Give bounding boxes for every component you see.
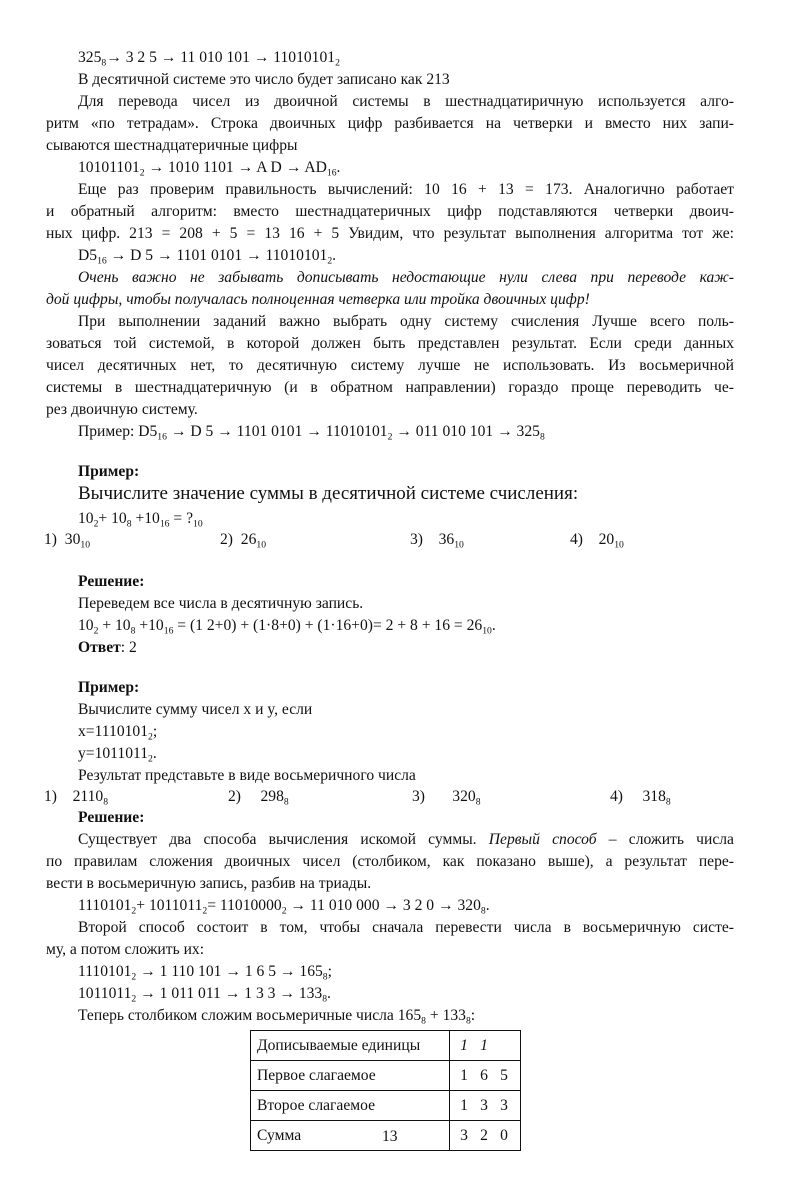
row-digits: 1 3 3 [450,1091,521,1121]
text-line: Второй способ состоит в том, чтобы сначала перевести числа в восьмеричную систе- [78,919,734,936]
text-line: $D5_{16} \to D$ 5 → 1101 $0101 \to 11010101_2$. [78,247,337,267]
text-line: сываются шестнадцатеричные цифры [46,137,298,154]
answer-option: 2) $26_{10}$ [220,531,267,551]
task-text: Вычислите сумму чисел x и y, если [78,701,313,718]
solution-heading: Решение: [78,573,145,590]
note-line: Очень важно не забывать дописывать недостающие нули слева при переводе каж- [78,269,734,286]
row-digits: 3 2 0 [450,1121,521,1151]
text-line: $y=1011011_2$. [78,745,157,765]
text-line: Результат представьте в виде восьмеричного числа [78,767,416,784]
row-digits: 1 6 5 [450,1061,521,1091]
solution-heading: Решение: [78,809,145,826]
text-line: ритм «по тетрадам». Строка двоичных цифр разбивается на четверки и вместо них запи- [46,115,734,132]
text-line: чисел десятичных нет, то десятичную систему лучше не использовать. Из восьмеричной [46,357,734,374]
row-label: Первое слагаемое [251,1061,450,1091]
answer-option: 4) $20_{10}$ [570,531,624,551]
answer-line: Ответ: 2 [78,639,137,656]
text-line: $1110101_2+ 1011011_2= 11010000_2 \to 11$ 010 000 → 3 2 $0 \to 320_8$. [78,897,490,917]
answer-option: 2) $298_8$ [228,788,289,808]
text-line: системы в шестнадцатеричную (и в обратном направлении) гораздо проще переводить че- [46,379,734,396]
answer-option: 4) $318_8$ [610,788,671,808]
table-row [251,1031,521,1061]
text-line: В десятичной системе это число будет записано как 213 [78,71,450,88]
text-line: Существует два способа вычисления искомой суммы. Первый способ – сложить числа [78,831,734,848]
expression: $10_2+ 10_8 +10_{16}$ = $?_{10}$ [78,510,203,530]
text-line: Теперь столбиком сложим восьмеричные числа $165_8 + 133_8$: [78,1007,476,1027]
text-line: по правилам сложения двоичных чисел (столбиком, как показано выше), а результат пере- [46,853,734,870]
row-label: Дописываемые единицы [251,1031,450,1061]
text-line: Пример: $D5_{16} \to D$ 5 → 1101 $0101 \to 11010101_2 \to 011$ 010 $101 \to 325_8$ [78,423,545,443]
page-number: 13 [382,1128,398,1145]
text-line: Переведем все числа в десятичную запись. [78,595,364,612]
text-line: $10_2 + 10_8 +10_{16} = (1$ $2+0) + (1\cdot 8+0) + (1\cdot 16+0)= 2 + 8 + 16 = 26_{10}$. [78,617,496,637]
example-heading: Пример: [78,463,140,480]
text-line: $10101101_2 \to 1010$ 1101 → A $D \to AD_{16}$. [78,159,341,179]
text-line: и обратный алгоритм: вместо шестнадцатеричных цифр подставляются четверки двоич- [46,203,734,220]
task-text: Вычислите значение суммы в десятичной системе счисления: [78,483,579,504]
answer-option: 1) $2110_8$ [44,788,109,808]
text-line: вести в восьмеричную запись, разбив на триады. [46,875,372,892]
text-line: зоваться той системой, в которой должен быть представлен результат. Если среди данных [46,335,734,352]
answer-option: 3) $36_{10}$ [410,531,464,551]
answer-option: 1) $30_{10}$ [44,531,91,551]
answer-option: 3) $320_8$ [412,788,481,808]
text-line: Еще раз проверим правильность вычислений: 10 16 + 13 = 173. Аналогично работает [78,181,734,198]
text-line: $325_8\to 3$ 2 5 → 11 010 $101 \to 11010101_2$ [78,49,340,69]
row-digits: 1 1 [450,1031,521,1061]
text-line: ных цифр. 213 = 208 + 5 = 13 16 + 5 Увидим, что результат выполнения алгоритма тот же: [46,225,734,242]
row-label: Сумма [251,1121,450,1151]
text-line: му, а потом сложить их: [46,941,205,958]
text-line: $x=1110101_2$; [78,723,158,743]
note-line: дой цифры, чтобы получалась полноценная четверка или тройка двоичных цифр! [46,291,590,308]
text-line: рез двоичную систему. [46,401,198,418]
text-line: Для перевода чисел из двоичной системы в шестнадцатиричную используется алго- [78,93,734,110]
text-line: $1110101_2 \to 1$ 110 101 → 1 6 $5 \to 165_8$; [78,963,332,983]
row-label: Второе слагаемое [251,1091,450,1121]
table-row [251,1061,521,1091]
example-heading: Пример: [78,679,140,696]
text-line: При выполнении заданий важно выбрать одну систему счисления Лучше всего поль- [78,313,734,330]
text-line: $1011011_2 \to 1$ 011 011 → 1 3 $3 \to 133_8$. [78,985,331,1005]
table-row [251,1091,521,1121]
